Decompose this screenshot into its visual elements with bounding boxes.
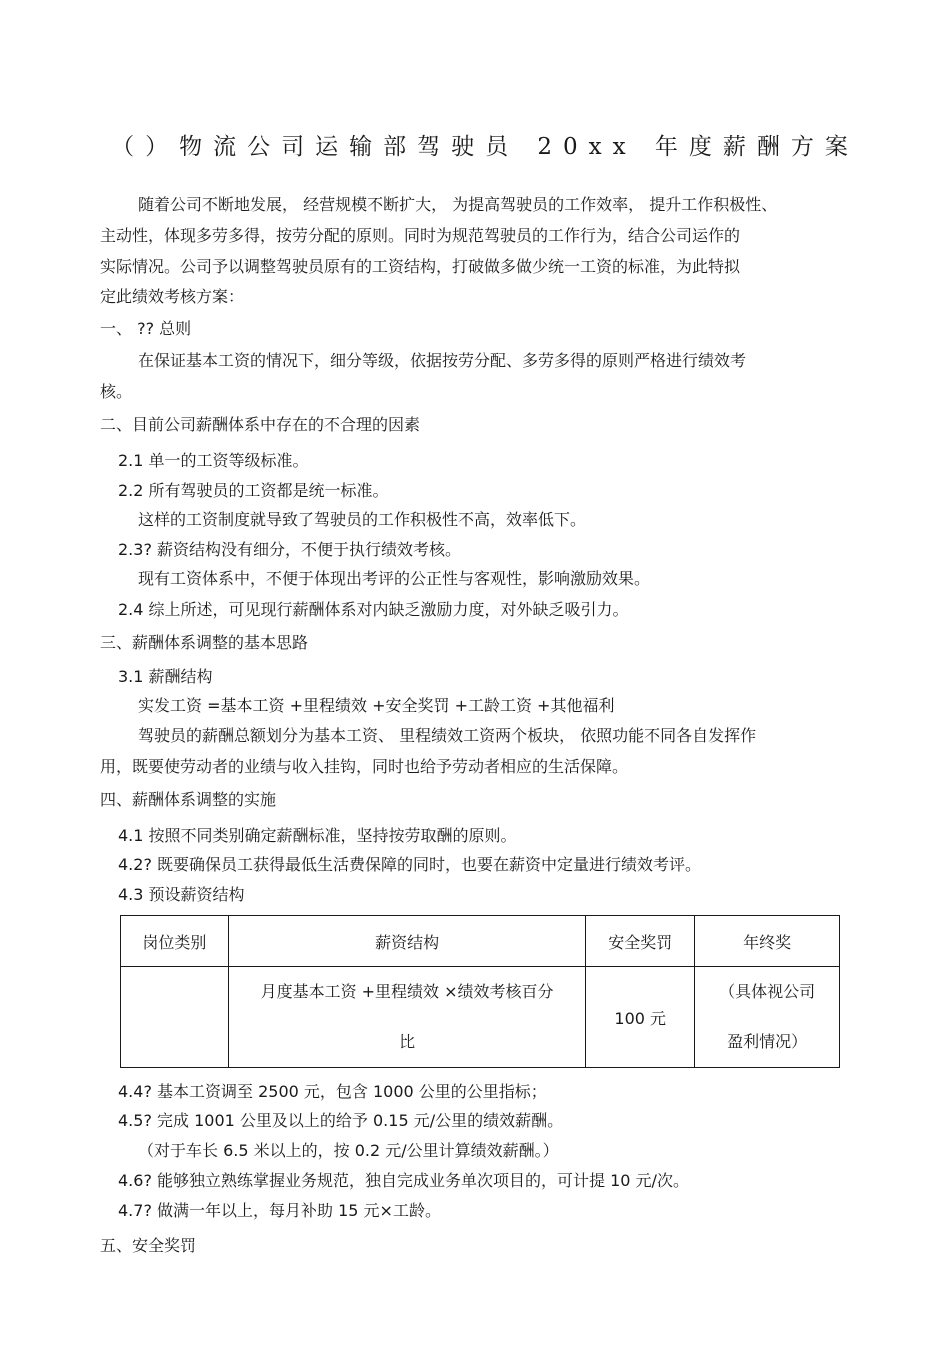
cell-bonus-line-2: 盈利情况） (727, 1032, 808, 1051)
item-3-1: 3.1 薪酬结构 (118, 667, 213, 686)
table-header-row (121, 916, 840, 967)
item-2-3-note: 现有工资体系中，不便于体现出考评的公正性与客观性，影响激励效果。 (138, 569, 651, 588)
section-1-heading: 一、 ?? 总则 (100, 319, 192, 338)
section-2-heading: 二、目前公司薪酬体系中存在的不合理的因素 (100, 415, 421, 434)
header-position: 岗位类别 (121, 916, 229, 967)
section-3-heading: 三、薪酬体系调整的基本思路 (100, 633, 309, 652)
intro-line-4: 定此绩效考核方案： (100, 287, 245, 306)
item-2-2-note: 这样的工资制度就导致了驾驶员的工作积极性不高，效率低下。 (138, 510, 587, 529)
cell-bonus-line-1: （具体视公司 (719, 982, 816, 1001)
section-5-heading: 五、安全奖罚 (100, 1236, 197, 1255)
cell-salary-structure-line-2: 比 (399, 1032, 416, 1051)
intro-line-2: 主动性，体现多劳多得，按劳分配的原则。同时为规范驾驶员的工作行为，结合公司运作的 (100, 226, 741, 245)
section-3-para-line-2: 用，既要使劳动者的业绩与收入挂钩，同时也给予劳动者相应的生活保障。 (100, 757, 629, 776)
item-2-4: 2.4 综上所述，可见现行薪酬体系对内缺乏激励力度，对外缺乏吸引力。 (118, 600, 629, 619)
item-4-6: 4.6? 能够独立熟练掌握业务规范，独自完成业务单次项目的，可计提 10 元/次。 (118, 1171, 689, 1190)
item-4-1: 4.1 按照不同类别确定薪酬标准，坚持按劳取酬的原则。 (118, 826, 517, 845)
item-4-3: 4.3 预设薪资结构 (118, 885, 245, 904)
header-year-end-bonus: 年终奖 (695, 916, 840, 967)
document-title: （）物流公司运输部驾驶员 20xx 年度薪酬方案 (111, 134, 859, 160)
header-safety: 安全奖罚 (586, 916, 695, 967)
cell-safety: 100 元 (586, 967, 695, 1068)
cell-year-end-bonus (695, 967, 840, 1068)
section-4-heading: 四、薪酬体系调整的实施 (100, 790, 277, 809)
header-salary-structure: 薪资结构 (228, 916, 585, 967)
section-3-para-line-1: 驾驶员的薪酬总额划分为基本工资、 里程绩效工资两个板块， 依照功能不同各自发挥作 (138, 726, 757, 745)
item-2-1: 2.1 单一的工资等级标准。 (118, 451, 309, 470)
salary-formula: 实发工资 =基本工资 +里程绩效 +安全奖罚 +工龄工资 +其他福利 (138, 696, 615, 715)
item-4-2: 4.2? 既要确保员工获得最低生活费保障的同时，也要在薪资中定量进行绩效考评。 (118, 855, 702, 874)
cell-position (121, 967, 229, 1068)
item-4-4: 4.4? 基本工资调至 2500 元，包含 1000 公里的公里指标； (118, 1082, 547, 1101)
intro-line-1: 随着公司不断地发展， 经营规模不断扩大， 为提高驾驶员的工作效率， 提升工作积极性、 (138, 195, 778, 214)
intro-line-3: 实际情况。公司予以调整驾驶员原有的工资结构，打破做多做少统一工资的标准，为此特拟 (100, 257, 741, 276)
cell-salary-structure-line-1: 月度基本工资 +里程绩效 ×绩效考核百分 (260, 982, 554, 1001)
item-2-3: 2.3? 薪资结构没有细分，不便于执行绩效考核。 (118, 540, 462, 559)
salary-structure-table (120, 915, 840, 1068)
item-4-5: 4.5? 完成 1001 公里及以上的给予 0.15 元/公里的绩效薪酬。 (118, 1111, 564, 1130)
section-1-body-line-2: 核。 (100, 382, 133, 401)
table-row (121, 967, 840, 1068)
item-2-2: 2.2 所有驾驶员的工资都是统一标准。 (118, 481, 389, 500)
cell-salary-structure (228, 967, 585, 1068)
item-4-5-note: （对于车长 6.5 米以上的，按 0.2 元/公里计算绩效薪酬。） (138, 1141, 559, 1160)
section-1-body-line-1: 在保证基本工资的情况下，细分等级，依据按劳分配、多劳多得的原则严格进行绩效考 (138, 351, 747, 370)
item-4-7: 4.7? 做满一年以上，每月补助 15 元×工龄。 (118, 1201, 441, 1220)
